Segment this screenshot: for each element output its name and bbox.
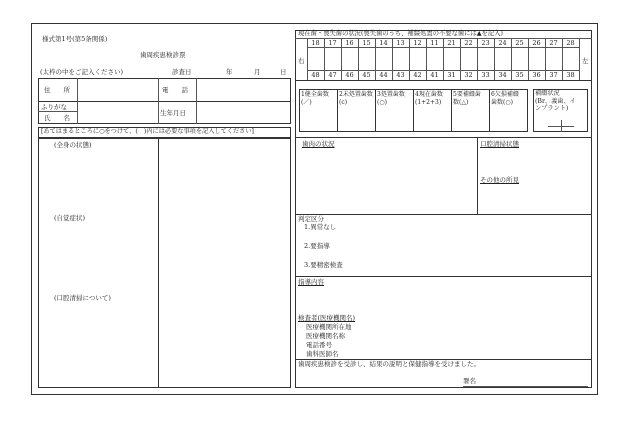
phone-field[interactable] xyxy=(198,80,289,100)
prosthesis-label: 補綴状況 (Br、義歯、イ ンプラント) xyxy=(535,90,576,112)
tooth-lower-31[interactable]: 31 xyxy=(447,71,456,79)
divider xyxy=(196,78,197,124)
tooth-lower-41[interactable]: 41 xyxy=(430,71,439,79)
address-label: 住 所 xyxy=(44,86,70,94)
form-id: 様式第1号(第5条関係) xyxy=(42,35,108,43)
divider xyxy=(158,138,159,388)
exam-date-month[interactable]: 月 xyxy=(254,68,261,76)
count-cell-label: 3処置歯数 (○) xyxy=(377,91,405,106)
clinic-phone-label: 電話番号 xyxy=(306,341,332,349)
divider xyxy=(77,78,78,124)
signature-label: 署名 xyxy=(463,377,476,385)
divider xyxy=(38,101,291,102)
tooth-lower-48[interactable]: 48 xyxy=(311,71,320,79)
right-side-label: 右 xyxy=(298,57,305,65)
tooth-upper-17[interactable]: 17 xyxy=(328,39,337,47)
tooth-lower-45[interactable]: 45 xyxy=(362,71,371,79)
tooth-lower-33[interactable]: 33 xyxy=(481,71,490,79)
divider xyxy=(295,137,592,138)
tooth-upper-16[interactable]: 16 xyxy=(345,39,354,47)
dentist-name-label: 歯科医師名 xyxy=(306,350,339,358)
divider xyxy=(158,78,159,124)
exam-date-year[interactable]: 年 xyxy=(226,68,233,76)
tooth-upper-12[interactable]: 12 xyxy=(413,39,422,47)
judgment-option-2[interactable]: 2.要指導 xyxy=(304,242,330,250)
form-title: 歯周疾患検診票 xyxy=(140,51,186,59)
judgment-label: 判定区分 xyxy=(298,215,324,223)
consent-text: 歯周疾患検診を受診し、結果の説明と保健指導を受けました。 xyxy=(298,360,480,368)
subjective-symptoms-label: (自覚症状) xyxy=(54,214,86,222)
signature-line[interactable] xyxy=(463,386,588,387)
periodontal-label: 歯肉の状況 xyxy=(302,140,335,148)
instructions: (太枠の中をご記入ください) xyxy=(40,68,124,76)
address-field[interactable] xyxy=(79,80,157,100)
name-field[interactable] xyxy=(79,103,157,122)
condition-notes-field[interactable] xyxy=(160,140,289,386)
count-cell-label: 5要補綴歯 数(△) xyxy=(453,91,481,106)
tooth-upper-26[interactable]: 26 xyxy=(532,39,541,47)
tooth-upper-24[interactable]: 24 xyxy=(498,39,507,47)
tooth-upper-27[interactable]: 27 xyxy=(549,39,558,47)
divider xyxy=(561,120,562,132)
phone-label: 電 話 xyxy=(162,86,188,94)
name-label: 氏 名 xyxy=(44,114,70,122)
periodontal-field[interactable] xyxy=(298,150,474,210)
exam-date-day[interactable]: 日 xyxy=(280,68,287,76)
tooth-lower-38[interactable]: 38 xyxy=(566,71,575,79)
general-condition-label: (全身の状態) xyxy=(54,141,92,149)
judgment-option-1[interactable]: 1.異常なし xyxy=(304,223,337,231)
count-cell-label: 4現在歯数 (1+2+3) xyxy=(415,91,443,106)
tooth-upper-25[interactable]: 25 xyxy=(515,39,524,47)
tooth-lower-34[interactable]: 34 xyxy=(498,71,507,79)
tooth-lower-46[interactable]: 46 xyxy=(345,71,354,79)
divider xyxy=(295,214,592,215)
oral-cleaning-label: 口腔清掃状態 xyxy=(480,140,519,148)
tooth-lower-35[interactable]: 35 xyxy=(515,71,524,79)
tooth-lower-43[interactable]: 43 xyxy=(396,71,405,79)
tooth-upper-15[interactable]: 15 xyxy=(362,39,371,47)
tooth-upper-14[interactable]: 14 xyxy=(379,39,388,47)
other-findings-label: その他の所見 xyxy=(480,176,519,184)
divider xyxy=(38,111,77,112)
tooth-lower-44[interactable]: 44 xyxy=(379,71,388,79)
exam-date-label: 診査日 xyxy=(172,68,192,76)
oral-hygiene-label: (口腔清掃について) xyxy=(54,294,111,302)
tooth-lower-47[interactable]: 47 xyxy=(328,71,337,79)
furigana-label: ふりがな xyxy=(41,103,67,111)
teeth-header: 現在歯・喪失歯の状況(喪失歯のうち、補綴処置の不要な歯には▲を記入) xyxy=(298,30,503,37)
tooth-upper-11[interactable]: 11 xyxy=(430,39,439,47)
tooth-upper-23[interactable]: 23 xyxy=(481,39,490,47)
tooth-upper-18[interactable]: 18 xyxy=(311,39,320,47)
divider xyxy=(477,137,478,214)
count-cell-label: 6欠損補綴 歯数(○) xyxy=(491,91,519,106)
tooth-upper-28[interactable]: 28 xyxy=(566,39,575,47)
tooth-lower-32[interactable]: 32 xyxy=(464,71,473,79)
divider xyxy=(295,80,592,81)
tooth-lower-42[interactable]: 42 xyxy=(413,71,422,79)
guidance-label: 指導内容 xyxy=(298,278,324,286)
divider xyxy=(295,276,592,277)
tooth-lower-37[interactable]: 37 xyxy=(549,71,558,79)
count-cell-label: 2未処置歯数 (c) xyxy=(339,91,373,106)
judgment-option-3[interactable]: 3.要精密検査 xyxy=(304,261,343,269)
dob-field[interactable] xyxy=(198,103,289,122)
guidance-field[interactable] xyxy=(298,288,588,312)
left-side-label: 左 xyxy=(582,57,589,65)
note-text: [あてはまるところに○をつけて、( )内には必要な事項を記入してください] xyxy=(41,128,254,135)
examiner-label: 検査者(医療機関名) xyxy=(298,314,356,322)
tooth-lower-36[interactable]: 36 xyxy=(532,71,541,79)
tooth-upper-22[interactable]: 22 xyxy=(464,39,473,47)
count-cell-label: 1健全歯数 (／) xyxy=(301,91,329,106)
clinic-name-label: 医療機関名称 xyxy=(306,332,345,340)
tooth-upper-21[interactable]: 21 xyxy=(447,39,456,47)
dob-label: 生年月日 xyxy=(160,109,186,117)
tooth-divider xyxy=(579,38,580,80)
tooth-upper-13[interactable]: 13 xyxy=(396,39,405,47)
clinic-address-label: 医療機関所在地 xyxy=(306,323,352,331)
